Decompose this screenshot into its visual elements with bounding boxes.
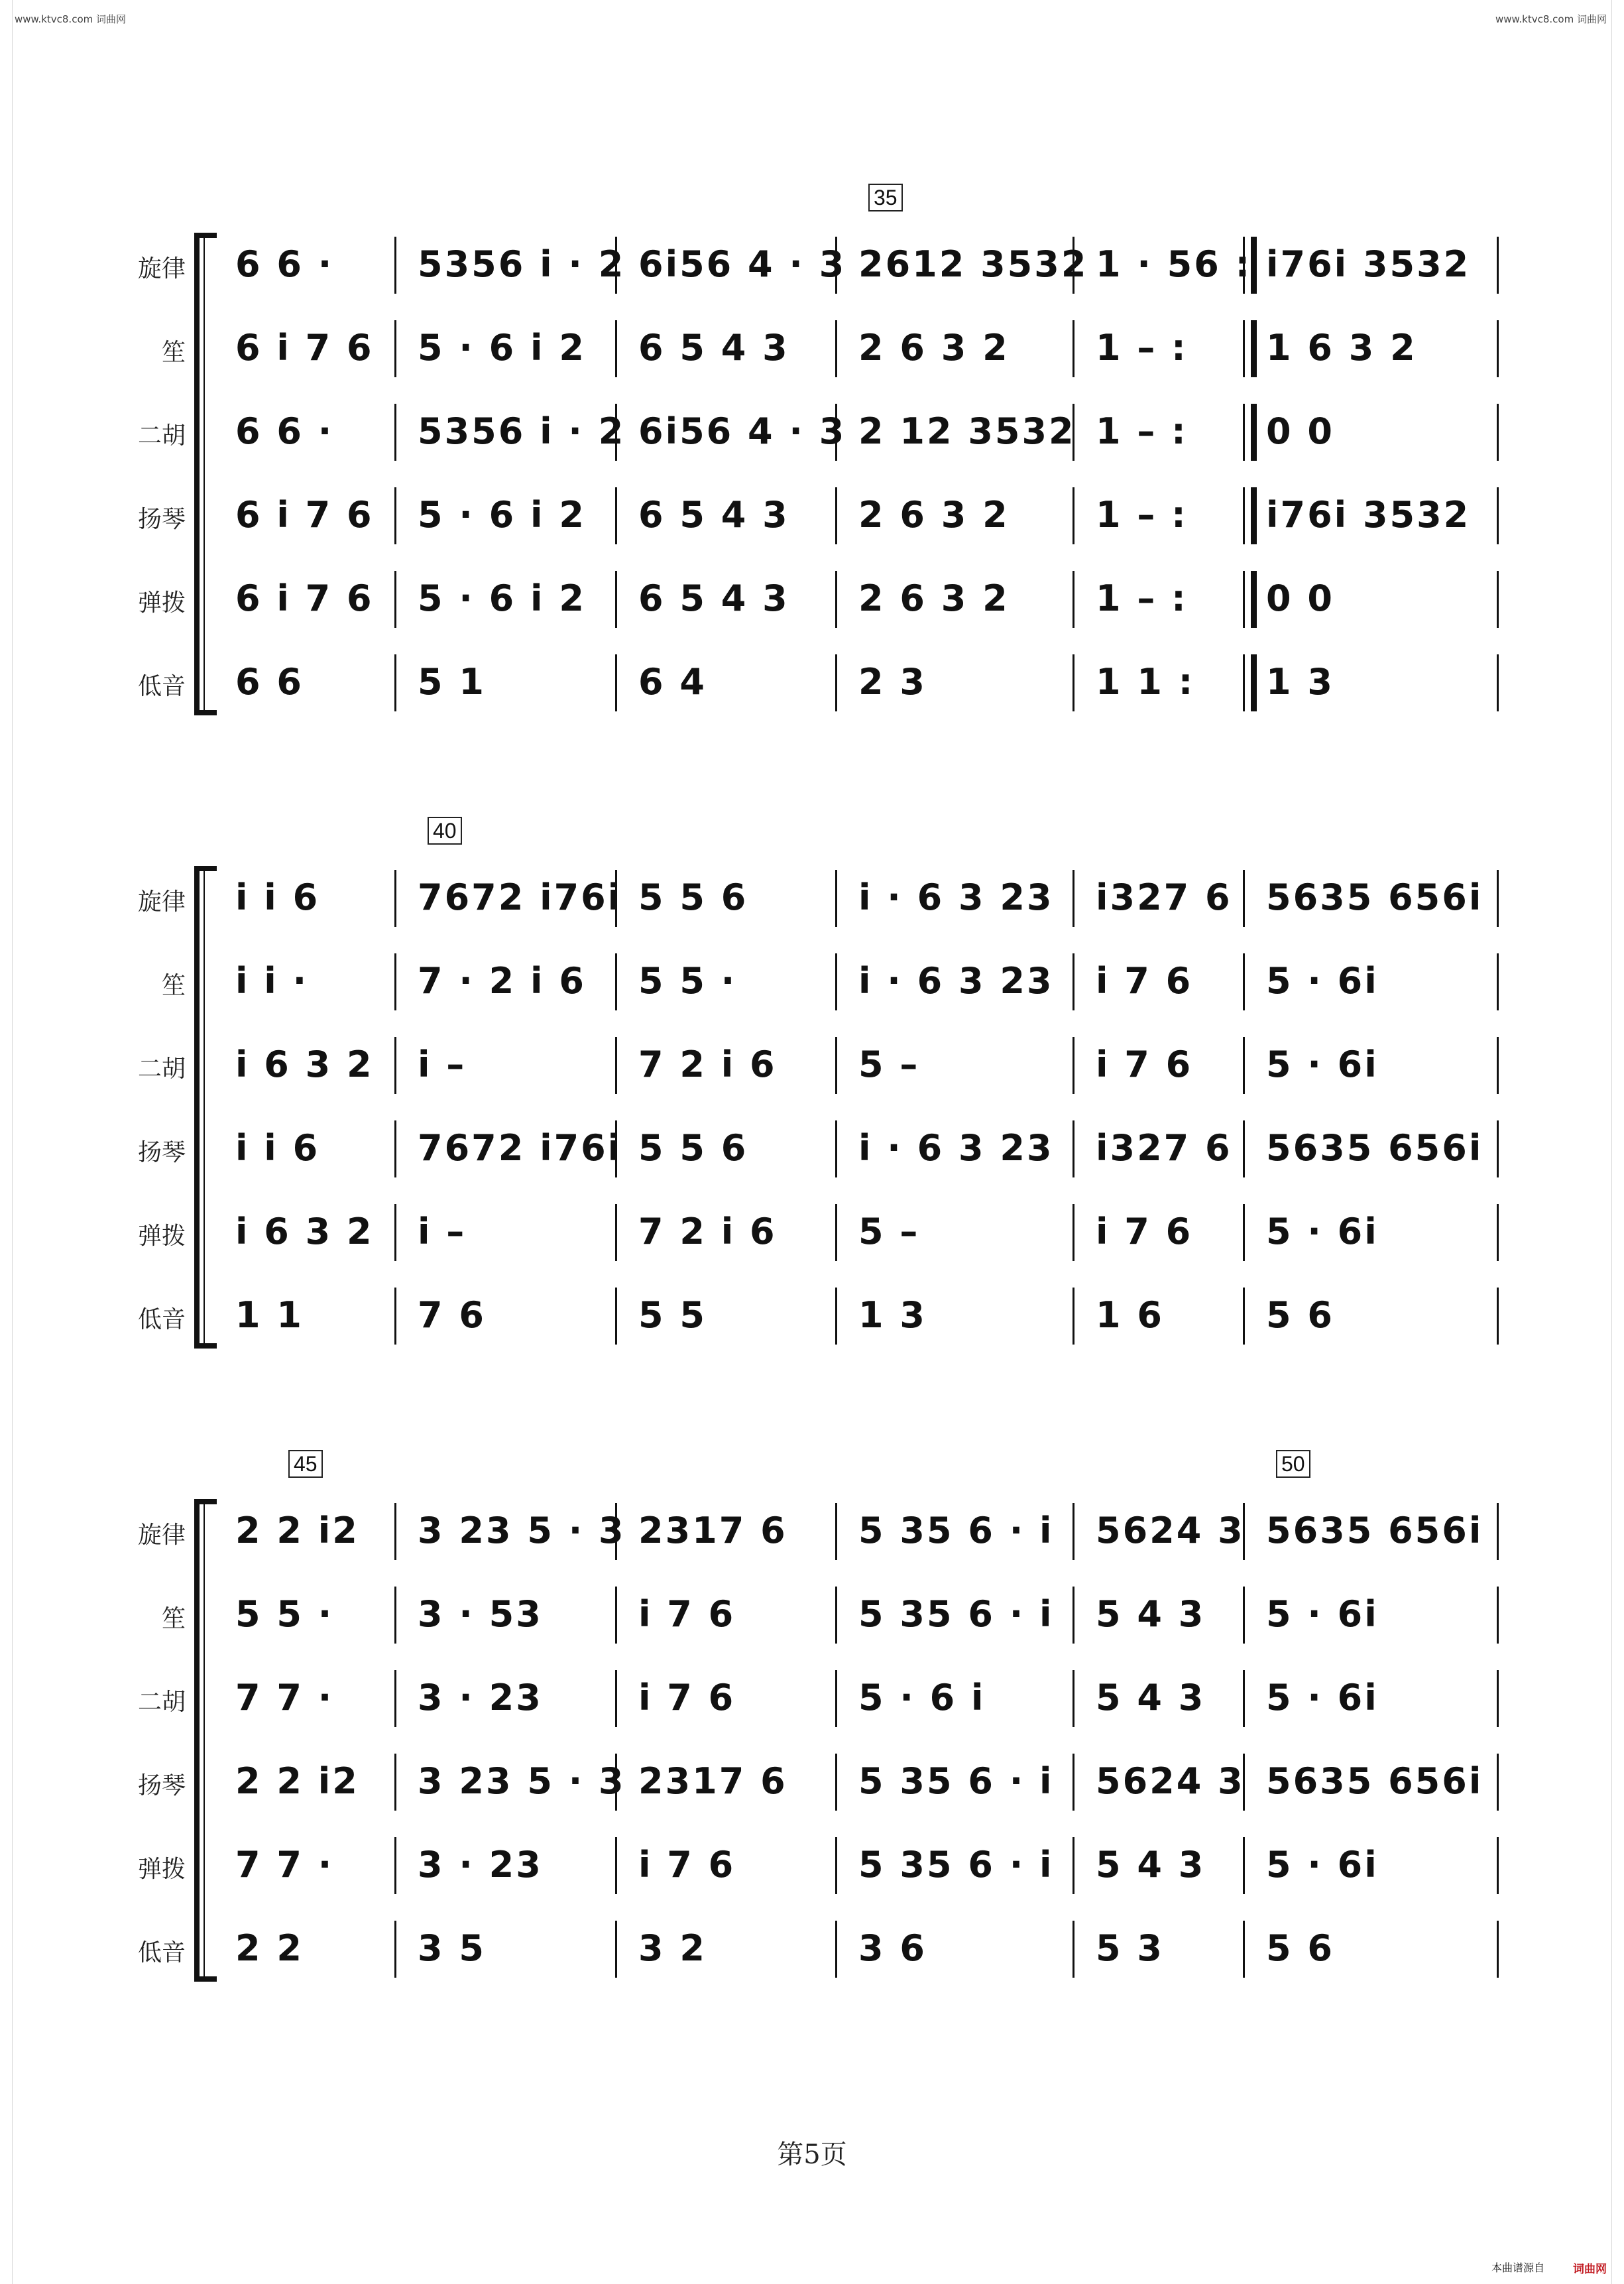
barline [1073,1587,1074,1644]
measure-notation: 7 2 i 6 [638,1044,777,1085]
barline [1497,237,1499,294]
measure-notation: 3 23 5 · 3 [418,1760,626,1802]
barline [1073,1120,1074,1177]
score-system [0,1452,1624,2003]
barline [1073,1288,1074,1345]
barline [1497,1754,1499,1811]
bracket-hook-top [194,1499,217,1504]
measure-notation: 3 5 [418,1927,486,1969]
measure-notation: 1 1 : [1096,661,1195,703]
measure-notation: 1 3 [1266,661,1334,703]
measure-notation: 6 5 4 3 [638,327,789,369]
barline [1243,1587,1245,1644]
bracket-hook-top [194,233,217,238]
instrument-label: 弹拨 [137,589,186,617]
barline [615,1204,617,1261]
barline [1243,1837,1245,1894]
barline [1243,1204,1245,1261]
barline [1497,1037,1499,1094]
measure-notation: 5 5 6 [638,876,748,918]
barline [1073,1503,1074,1560]
bracket-hook-bottom [194,1343,217,1349]
barline [394,571,396,628]
barline [394,487,396,544]
measure-notation: 1 6 [1096,1294,1164,1336]
measure-notation: 7 · 2 i 6 [418,960,586,1002]
barline [394,1503,396,1560]
measure-notation: 6 6 [235,661,304,703]
instrument-label: 二胡 [137,422,186,450]
measure-notation: 5 5 [638,1294,707,1336]
barline [1243,1288,1245,1345]
measure-notation: 5 1 [418,661,486,703]
system-bracket [194,1502,200,1979]
measure-notation: 5 35 6 · i [858,1593,1054,1635]
measure-notation: 5 5 · [638,960,737,1002]
barline [615,1921,617,1978]
barline [1243,1037,1245,1094]
measure-notation: i327 6 [1096,1127,1232,1169]
measure-notation: i · 6 3 23 [858,960,1054,1002]
barline [1073,1754,1074,1811]
measure-notation: 6 5 4 3 [638,494,789,536]
measure-notation: 7 7 · [235,1844,334,1886]
measure-notation: 5 35 6 · i [858,1510,1054,1551]
measure-notation: 5 4 3 [1096,1677,1206,1718]
barline [615,1837,617,1894]
measure-notation: 7672 i76i [418,1127,622,1169]
measure-notation: 0 0 [1266,577,1334,619]
instrument-label: 笙 [161,1605,186,1632]
repeat-barline [1251,571,1257,628]
measure-notation: i76i 3532 [1266,243,1471,285]
measure-notation: 5 · 6i [1266,1044,1379,1085]
measure-notation: 6 i 7 6 [235,327,374,369]
score-system [0,819,1624,1370]
measure-notation: i 7 6 [638,1844,736,1886]
measure-notation: 1 – : [1096,327,1188,369]
bracket-hook-top [194,866,217,871]
barline [615,953,617,1010]
measure-notation: 3 23 5 · 3 [418,1510,626,1551]
barline [835,1120,837,1177]
measure-number: 45 [288,1450,323,1478]
measure-notation: i i 6 [235,1127,320,1169]
barline [1243,1670,1245,1727]
measure-number: 40 [428,817,462,845]
measure-notation: 5 · 6i [1266,1211,1379,1252]
barline [1073,1670,1074,1727]
barline [394,1754,396,1811]
measure-notation: 2317 6 [638,1510,787,1551]
barline [1497,1120,1499,1177]
measure-notation: 6 i 7 6 [235,494,374,536]
measure-number: 50 [1276,1450,1310,1478]
measure-notation: i · 6 3 23 [858,1127,1054,1169]
repeat-barline [1251,237,1257,294]
barline [835,1204,837,1261]
measure-notation: 5 35 6 · i [858,1760,1054,1802]
instrument-label: 二胡 [137,1055,186,1083]
measure-number: 35 [868,184,903,211]
measure-notation: i 6 3 2 [235,1044,374,1085]
barline [615,1587,617,1644]
barline [835,571,837,628]
measure-notation: 5 4 3 [1096,1593,1206,1635]
barline [1497,1587,1499,1644]
barline [394,1204,396,1261]
instrument-label: 笙 [161,339,186,366]
barline [1497,953,1499,1010]
barline [1497,1288,1499,1345]
measure-notation: 5 · 6i [1266,960,1379,1002]
instrument-label: 低音 [137,673,186,700]
measure-notation: 1 – : [1096,494,1188,536]
barline [835,1288,837,1345]
barline [1073,320,1074,377]
barline [835,1587,837,1644]
measure-notation: i 7 6 [638,1677,736,1718]
barline [1497,404,1499,461]
measure-notation: 1 – : [1096,577,1188,619]
instrument-label: 低音 [137,1306,186,1333]
measure-notation: 3 6 [858,1927,927,1969]
score-system [0,186,1624,737]
bracket-hook-bottom [194,1976,217,1982]
measure-notation: 5 · 6i [1266,1593,1379,1635]
instrument-label: 二胡 [137,1689,186,1716]
barline [835,1837,837,1894]
measure-notation: i 7 6 [1096,1211,1193,1252]
barline [835,320,837,377]
measure-notation: i · 6 3 23 [858,876,1054,918]
barline [1243,320,1245,377]
barline [615,320,617,377]
measure-notation: 6 5 4 3 [638,577,789,619]
measure-notation: 1 6 3 2 [1266,327,1417,369]
measure-notation: 5635 656i [1266,1127,1483,1169]
barline [394,953,396,1010]
footer-source-note: 本曲谱源自 [1491,2261,1544,2274]
repeat-barline [1251,320,1257,377]
measure-notation: 2 6 3 2 [858,494,1010,536]
barline [1073,571,1074,628]
bracket-hook-bottom [194,710,217,715]
barline [615,487,617,544]
barline [394,654,396,711]
measure-notation: 5 · 6 i 2 [418,494,586,536]
barline [394,237,396,294]
barline [1497,1921,1499,1978]
repeat-barline [1251,654,1257,711]
barline [394,1120,396,1177]
header-right-site: www.ktvc8.com 词曲网 [1495,13,1607,25]
barline [394,1921,396,1978]
instrument-label: 低音 [137,1939,186,1966]
measure-notation: 5 · 6 i 2 [418,327,586,369]
instrument-label: 弹拨 [137,1856,186,1883]
footer-logo: 词曲网 [1573,2263,1607,2276]
barline [1073,1837,1074,1894]
measure-notation: 1 – : [1096,410,1188,452]
instrument-label: 扬琴 [137,1139,186,1166]
barline [1243,1921,1245,1978]
measure-notation: i 7 6 [638,1593,736,1635]
page-number: 第5页 [777,2139,847,2170]
measure-notation: 1 1 [235,1294,304,1336]
barline [615,1670,617,1727]
instrument-label: 旋律 [137,888,186,916]
measure-notation: 2 12 3532 [858,410,1076,452]
repeat-barline [1251,404,1257,461]
measure-notation: 6 4 [638,661,707,703]
barline [1497,1503,1499,1560]
barline [1073,1921,1074,1978]
measure-notation: 1 · 56 : [1096,243,1252,285]
measure-notation: 1 3 [858,1294,927,1336]
barline [835,953,837,1010]
instrument-label: 旋律 [137,1522,186,1549]
measure-notation: 2 2 i2 [235,1760,359,1802]
measure-notation: 2 2 i2 [235,1510,359,1551]
measure-notation: i i · [235,960,309,1002]
measure-notation: 5 · 6 i [858,1677,986,1718]
measure-notation: 5635 656i [1266,1510,1483,1551]
barline [1073,654,1074,711]
barline [1497,487,1499,544]
system-bracket [194,235,200,713]
barline [1243,953,1245,1010]
barline [394,404,396,461]
barline [835,1754,837,1811]
measure-notation: 3 · 23 [418,1844,543,1886]
barline [835,870,837,927]
barline [615,1288,617,1345]
measure-notation: 5 – [858,1211,920,1252]
barline [835,1921,837,1978]
measure-notation: i76i 3532 [1266,494,1471,536]
barline [1243,870,1245,927]
barline [1073,487,1074,544]
barline [1497,320,1499,377]
measure-notation: 7672 i76i [418,876,622,918]
measure-notation: 5624 3 [1096,1760,1245,1802]
barline [1497,1670,1499,1727]
instrument-label: 旋律 [137,255,186,282]
measure-notation: 6 6 · [235,410,334,452]
header-left-site: www.ktvc8.com 词曲网 [15,13,127,25]
repeat-barline [1251,487,1257,544]
measure-notation: 7 6 [418,1294,486,1336]
measure-notation: 3 · 53 [418,1593,543,1635]
barline [1243,404,1245,461]
barline [1243,654,1245,711]
barline [394,1037,396,1094]
measure-notation: 5 · 6i [1266,1844,1379,1886]
measure-notation: 7 2 i 6 [638,1211,777,1252]
measure-notation: 5 5 6 [638,1127,748,1169]
barline [1497,571,1499,628]
measure-notation: 5 · 6 i 2 [418,577,586,619]
measure-notation: i i 6 [235,876,320,918]
barline [615,1037,617,1094]
barline [1243,1120,1245,1177]
barline [1073,1037,1074,1094]
measure-notation: 5635 656i [1266,1760,1483,1802]
measure-notation: 7 7 · [235,1677,334,1718]
barline [1073,870,1074,927]
measure-notation: 2 2 [235,1927,304,1969]
measure-notation: 5 4 3 [1096,1844,1206,1886]
measure-notation: 5356 i · 2 [418,243,626,285]
barline [615,654,617,711]
barline [394,320,396,377]
measure-notation: i 7 6 [1096,960,1193,1002]
barline [1497,1204,1499,1261]
barline [835,1503,837,1560]
measure-notation: 2 6 3 2 [858,327,1010,369]
measure-notation: 2317 6 [638,1760,787,1802]
system-bracket [194,869,200,1346]
barline [1243,487,1245,544]
measure-notation: 3 · 23 [418,1677,543,1718]
measure-notation: i327 6 [1096,876,1232,918]
measure-notation: i – [418,1044,467,1085]
measure-notation: 6 6 · [235,243,334,285]
measure-notation: 5 · 6i [1266,1677,1379,1718]
measure-notation: 5 5 · [235,1593,334,1635]
measure-notation: 5 3 [1096,1927,1164,1969]
measure-notation: 5 6 [1266,1927,1334,1969]
barline [394,1670,396,1727]
measure-notation: 2 3 [858,661,927,703]
measure-notation: i 7 6 [1096,1044,1193,1085]
measure-notation: 5624 3 [1096,1510,1245,1551]
system-bracket-thin [203,1502,205,1979]
measure-notation: 2 6 3 2 [858,577,1010,619]
barline [835,1670,837,1727]
measure-notation: i – [418,1211,467,1252]
instrument-label: 笙 [161,972,186,999]
instrument-label: 扬琴 [137,506,186,533]
barline [835,654,837,711]
barline [835,1037,837,1094]
instrument-label: 扬琴 [137,1772,186,1799]
measure-notation: 6 i 7 6 [235,577,374,619]
barline [615,571,617,628]
system-bracket-thin [203,235,205,713]
system-bracket-thin [203,869,205,1346]
barline [835,487,837,544]
measure-notation: 5 35 6 · i [858,1844,1054,1886]
barline [1073,953,1074,1010]
measure-notation: 6i56 4 · 3 [638,410,846,452]
barline [1073,1204,1074,1261]
barline [1497,870,1499,927]
barline [394,1288,396,1345]
measure-notation: 5 6 [1266,1294,1334,1336]
measure-notation: i 6 3 2 [235,1211,374,1252]
measure-notation: 0 0 [1266,410,1334,452]
measure-notation: 6i56 4 · 3 [638,243,846,285]
barline [1497,1837,1499,1894]
barline [394,1587,396,1644]
measure-notation: 3 2 [638,1927,707,1969]
measure-notation: 2612 3532 [858,243,1088,285]
barline [394,1837,396,1894]
barline [394,870,396,927]
measure-notation: 5635 656i [1266,876,1483,918]
measure-notation: 5 – [858,1044,920,1085]
barline [1243,571,1245,628]
measure-notation: 5356 i · 2 [418,410,626,452]
instrument-label: 弹拨 [137,1223,186,1250]
barline [1497,654,1499,711]
